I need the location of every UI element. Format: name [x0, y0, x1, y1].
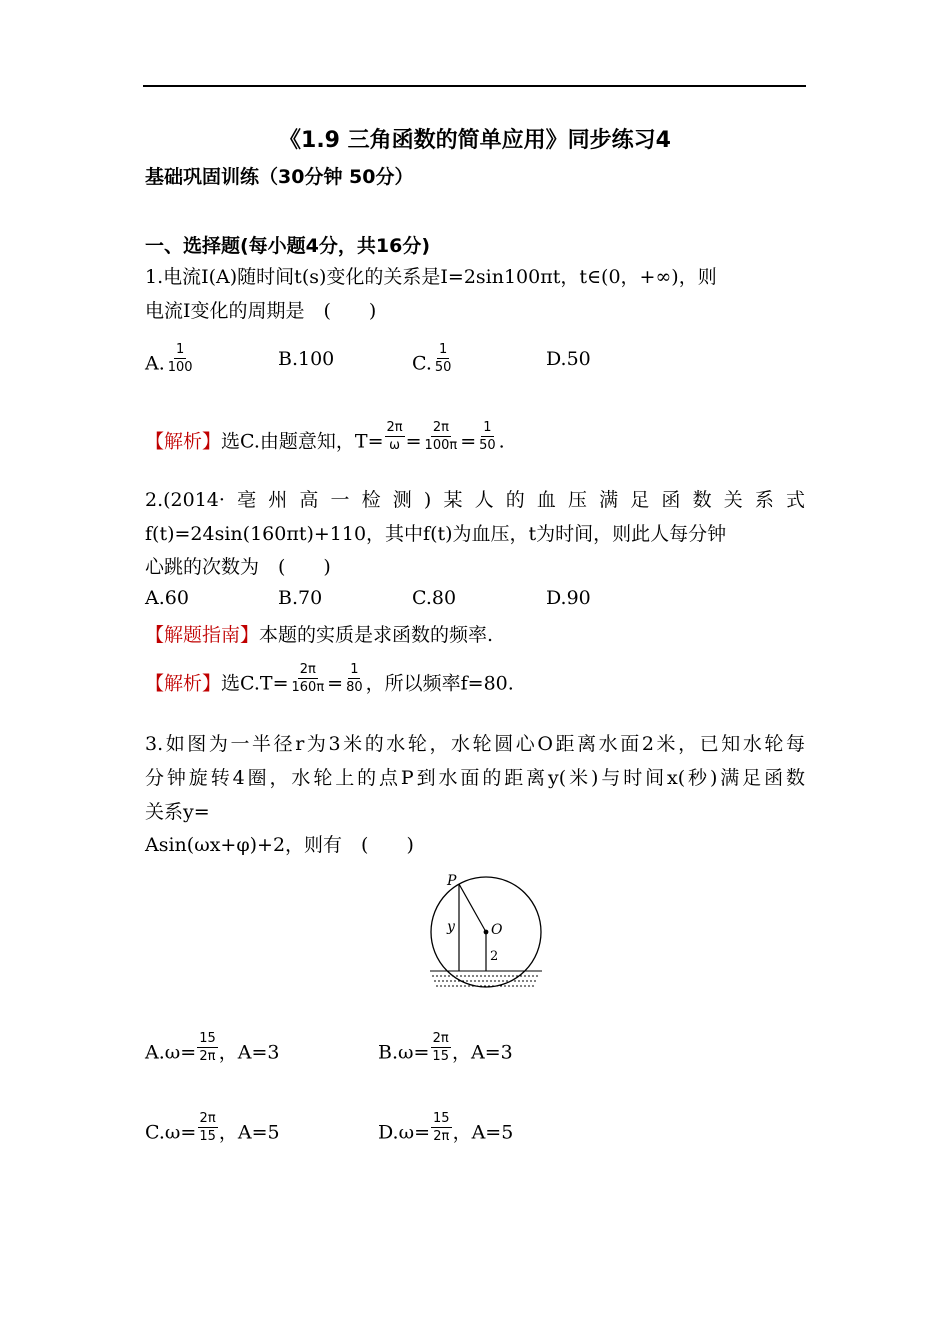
label-2: 2: [490, 949, 499, 964]
q3-option-d: D.ω= $\frac{15}{2\pi}$ ，A=5: [378, 1111, 514, 1144]
fraction: $\frac{2\pi}{15}$: [432, 1031, 449, 1064]
water-wheel-figure: [420, 868, 550, 996]
label-o: O: [491, 922, 503, 938]
header-rule: [143, 85, 806, 87]
q2-line3: 心跳的次数为 ( ): [145, 556, 331, 578]
q3-option-c: C.ω= $\frac{2\pi}{15}$ ，A=5: [145, 1111, 280, 1144]
q3-option-a: A.ω= $\frac{15}{2\pi}$ ，A=3: [145, 1031, 280, 1064]
q2-option-d: D.90: [546, 587, 591, 609]
q1-option-c-label: C.: [412, 352, 432, 375]
fraction: $\frac{2\pi}{100\pi}$: [424, 420, 458, 453]
fraction: $\frac{2\pi}{15}$: [199, 1111, 216, 1144]
subtitle: 基础巩固训练（30分钟 50分）: [145, 166, 414, 188]
q2-hint: 【解题指南】本题的实质是求函数的频率.: [145, 624, 494, 646]
fraction: $\frac{2\pi}{160\pi}$: [291, 662, 325, 695]
q1-option-c-fraction: $\frac{1}{50}$: [434, 342, 452, 375]
fraction: $\frac{15}{2\pi}$: [199, 1031, 216, 1064]
analysis-tag: 【解析】: [145, 430, 222, 453]
q1-option-a: [145, 342, 196, 381]
page-title: 《1.9 三角函数的简单应用》同步练习4: [279, 128, 671, 153]
q2-option-a: A.60: [145, 587, 189, 609]
hint-tag: 【解题指南】: [145, 624, 260, 646]
q1-line2: 电流I变化的周期是 ( ): [145, 300, 377, 322]
q3-option-b: B.ω= $\frac{2\pi}{15}$ ，A=3: [378, 1031, 513, 1064]
label-p: P: [447, 873, 457, 889]
q1-option-c: [412, 342, 454, 381]
q1-option-a-fraction: $\frac{1}{100}$: [167, 342, 193, 375]
q1-line1: 1.电流I(A)随时间t(s)变化的关系是I=2sin100πt，t∈(0，+∞)，则: [145, 266, 717, 288]
q1-analysis: 【解析】选C.由题意知，T= $\frac{2\pi}{\omega}$ = $\frac{2\pi}{100\pi}$ = $\frac{1}{50}$ .: [145, 420, 505, 453]
fraction: $\frac{15}{2\pi}$: [433, 1111, 450, 1144]
label-y: y: [447, 919, 455, 935]
q2-analysis: 【解析】选C.T= $\frac{2\pi}{160\pi}$ = $\frac{1}{80}$ ，所以频率f=80.: [145, 662, 514, 695]
q3-line1: 3.如图为一半径r为3米的水轮，水轮圆心O距离水面2米，已知水轮每: [145, 733, 805, 755]
q1-option-a-label: A.: [145, 352, 165, 375]
q3-line3: 关系y=: [145, 801, 210, 823]
fraction: $\frac{1}{80}$: [346, 662, 363, 695]
section-heading: 一、选择题(每小题4分，共16分): [145, 235, 431, 257]
q3-line4: Asin(ωx+φ)+2，则有 ( ): [145, 834, 414, 856]
fraction: $\frac{1}{50}$: [479, 420, 496, 453]
q3-line2: 分钟旋转4圈，水轮上的点P到水面的距离y(米)与时间x(秒)满足函数: [145, 767, 805, 789]
fraction: $\frac{2\pi}{\omega}$: [386, 420, 403, 453]
q2-option-c: C.80: [412, 587, 457, 609]
q2-line2: f(t)=24sin(160πt)+110，其中f(t)为血压，t为时间，则此人每分钟: [145, 523, 727, 545]
q2-line1: 2.(2014·亳州高一检测)某人的血压满足函数关系式: [145, 489, 805, 511]
analysis-tag: 【解析】: [145, 672, 222, 695]
q1-option-d: D.50: [546, 348, 591, 370]
q1-option-b: B.100: [278, 348, 335, 370]
q2-option-b: B.70: [278, 587, 323, 609]
